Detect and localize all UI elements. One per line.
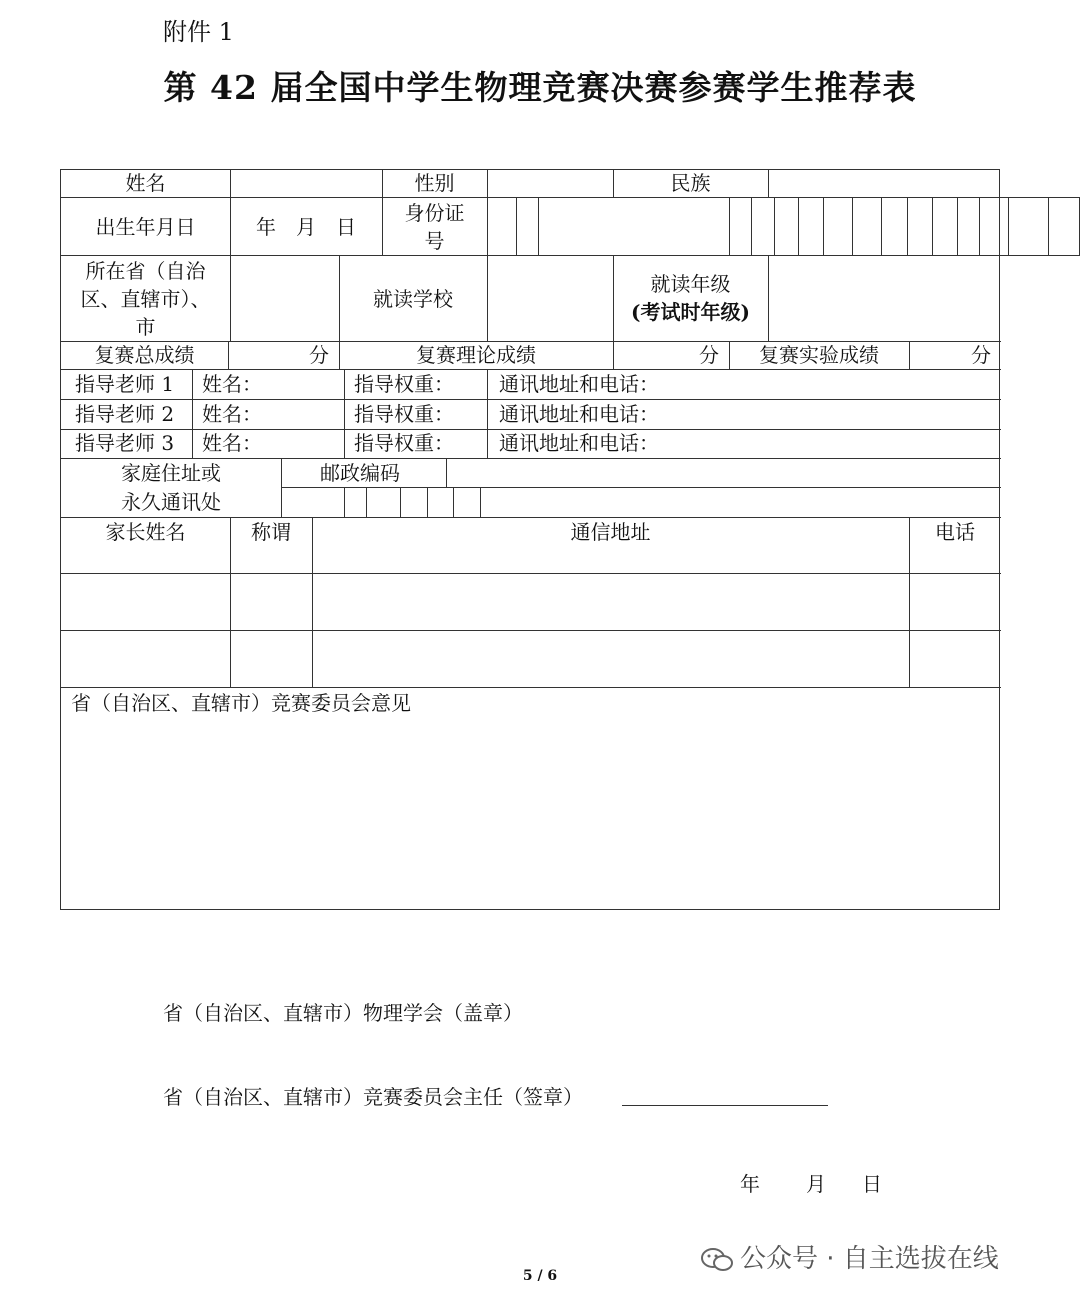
id-label-1: 身份证 bbox=[404, 201, 465, 225]
theory-score-label: 复赛理论成绩 bbox=[416, 343, 536, 367]
date-year: 年 bbox=[740, 1172, 760, 1196]
page-number: 5 / 6 bbox=[522, 1268, 558, 1284]
teacher-2-name: 姓名： bbox=[202, 402, 262, 426]
teacher-1-name: 姓名： bbox=[202, 372, 262, 396]
school-label: 就读学校 bbox=[373, 287, 453, 311]
watermark-text: 公众号 · 自主选拔在线 bbox=[740, 1244, 999, 1274]
teacher-2-contact: 通讯地址和电话： bbox=[499, 402, 659, 426]
page-title: 第 42 届全国中学生物理竞赛决赛参赛学生推荐表 bbox=[163, 68, 917, 107]
parent-name-header: 家长姓名 bbox=[105, 520, 186, 544]
region-label-3: 市 bbox=[135, 315, 156, 339]
grade-label-1: 就读年级 bbox=[650, 272, 731, 296]
parent-address-header: 通信地址 bbox=[570, 520, 651, 544]
region-label-1: 所在省（自治 bbox=[85, 259, 206, 283]
parent-phone-header: 电话 bbox=[935, 520, 975, 544]
teacher-1-contact: 通讯地址和电话： bbox=[499, 372, 659, 396]
teacher-1-label: 指导老师 1 bbox=[75, 372, 175, 396]
signature-underline bbox=[622, 1105, 828, 1106]
ethnicity-label: 民族 bbox=[670, 171, 711, 195]
postcode-label: 邮政编码 bbox=[320, 461, 400, 485]
home-label-1: 家庭住址或 bbox=[121, 461, 221, 485]
teacher-1-weight: 指导权重： bbox=[354, 372, 454, 396]
date-day: 日 bbox=[862, 1172, 882, 1196]
teacher-3-weight: 指导权重： bbox=[354, 431, 454, 455]
teacher-2-weight: 指导权重： bbox=[354, 402, 454, 426]
teacher-3-name: 姓名： bbox=[202, 431, 262, 455]
director-sign-line: 省（自治区、直辖市）竞赛委员会主任（签章） bbox=[163, 1085, 583, 1109]
society-seal-line: 省（自治区、直辖市）物理学会（盖章） bbox=[163, 1001, 523, 1025]
lab-score-label: 复赛实验成绩 bbox=[759, 343, 879, 367]
lab-score-unit: 分 bbox=[971, 343, 991, 367]
name-label: 姓名 bbox=[125, 171, 166, 195]
teacher-2-label: 指导老师 2 bbox=[75, 402, 175, 426]
parent-relation-header: 称谓 bbox=[251, 520, 291, 544]
attachment-label: 附件 1 bbox=[163, 18, 234, 46]
grade-label-2: (考试时年级) bbox=[631, 300, 750, 324]
teacher-3-label: 指导老师 3 bbox=[75, 431, 175, 455]
id-label-2: 号 bbox=[424, 229, 445, 253]
birth-label: 出生年月日 bbox=[95, 215, 196, 239]
total-score-unit: 分 bbox=[309, 343, 329, 367]
committee-opinion-label: 省（自治区、直辖市）竞赛委员会意见 bbox=[71, 691, 411, 715]
home-label-2: 永久通讯处 bbox=[121, 490, 221, 514]
total-score-label: 复赛总成绩 bbox=[94, 343, 195, 367]
date-month: 月 bbox=[806, 1172, 826, 1196]
region-label-2: 区、直辖市）、 bbox=[80, 287, 211, 311]
theory-score-unit: 分 bbox=[699, 343, 719, 367]
gender-label: 性别 bbox=[414, 171, 455, 195]
recommendation-form bbox=[60, 169, 1000, 910]
teacher-3-contact: 通讯地址和电话： bbox=[499, 431, 659, 455]
birth-value: 年 月 日 bbox=[256, 215, 356, 239]
